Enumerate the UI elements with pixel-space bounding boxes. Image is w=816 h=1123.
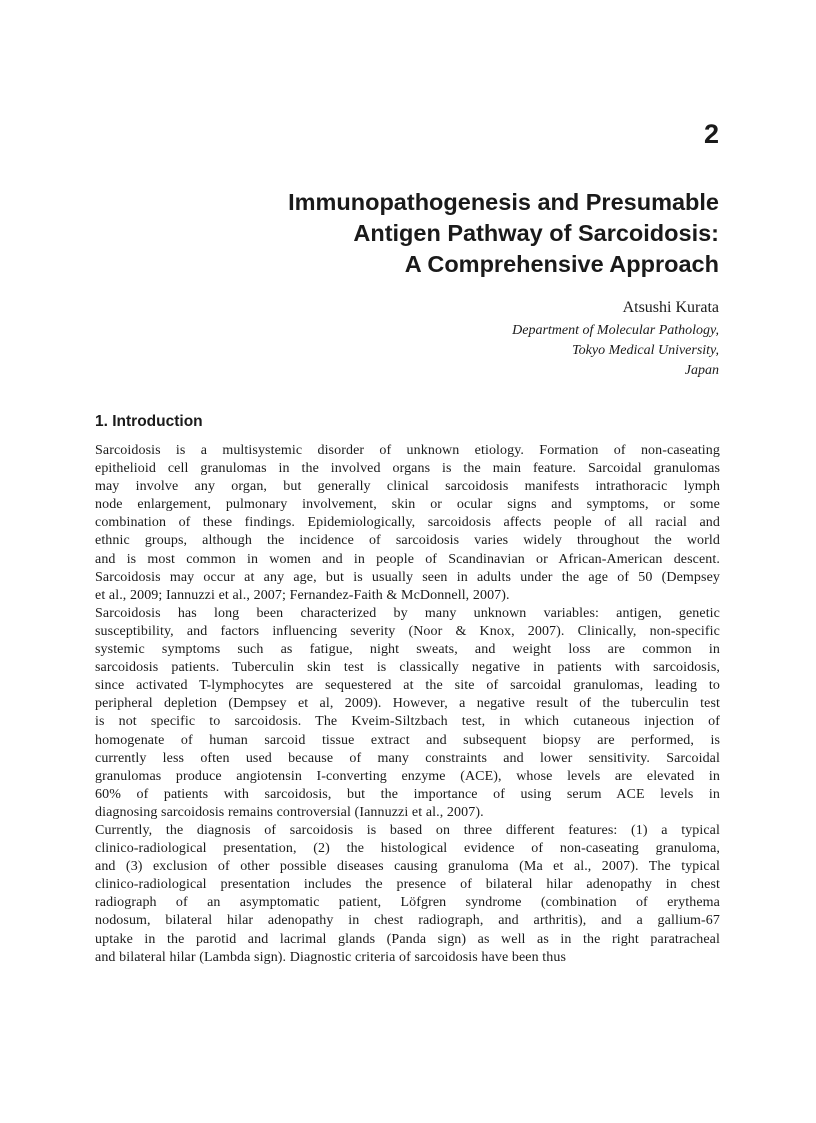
paragraph-line: radiograph of an asymptomatic patient, Löfgren syndrome (combination of erythema bbox=[95, 895, 720, 911]
paragraph-line: since activated T-lymphocytes are sequestered at the site of sarcoidal granulomas, leading to bbox=[95, 678, 720, 694]
body-text bbox=[95, 442, 720, 967]
paragraph-line: Currently, the diagnosis of sarcoidosis is based on three different features: (1) a typical bbox=[95, 822, 720, 838]
paragraph-line: systemic symptoms such as fatigue, night sweats, and weight loss are common in bbox=[95, 642, 720, 658]
paragraph-line: clinico-radiological presentation, (2) the histological evidence of non-caseating granuloma, bbox=[95, 841, 720, 857]
paragraph bbox=[95, 442, 720, 605]
affiliation-line: Department of Molecular Pathology, bbox=[512, 323, 719, 338]
chapter-title-line: Immunopathogenesis and Presumable bbox=[288, 189, 719, 215]
author-name: Atsushi Kurata bbox=[622, 299, 719, 316]
paragraph-line: and (3) exclusion of other possible diseases causing granuloma (Ma et al., 2007). The typical bbox=[95, 859, 720, 875]
paragraph-line: susceptibility, and factors influencing severity (Noor & Knox, 2007). Clinically, non-specific bbox=[95, 623, 720, 639]
chapter-title bbox=[159, 187, 719, 280]
chapter-number: 2 bbox=[703, 119, 719, 149]
paragraph-line: and is most common in women and in people of Scandinavian or African-American descent. bbox=[95, 551, 720, 567]
paragraph-line: is not specific to sarcoidosis. The Kveim-Siltzbach test, in which cutaneous injection of bbox=[95, 714, 720, 730]
paragraph-line: combination of these findings. Epidemiologically, sarcoidosis affects people of all racial and bbox=[95, 515, 720, 531]
paragraph-line: uptake in the parotid and lacrimal glands (Panda sign) as well as in the right paratracheal bbox=[95, 931, 720, 947]
paragraph-line: diagnosing sarcoidosis remains controversial (Iannuzzi et al., 2007). bbox=[95, 804, 484, 820]
affiliation-line: Tokyo Medical University, bbox=[572, 343, 719, 358]
paragraph-line: et al., 2009; Iannuzzi et al., 2007; Fernandez-Faith & McDonnell, 2007). bbox=[95, 587, 510, 603]
paragraph-line: currently less often used because of many constraints and lower sensitivity. Sarcoidal bbox=[95, 750, 720, 766]
paragraph-line: granulomas produce angiotensin I-converting enzyme (ACE), whose levels are elevated in bbox=[95, 768, 720, 784]
paragraph-line: ethnic groups, although the incidence of sarcoidosis varies widely throughout the world bbox=[95, 533, 720, 549]
paragraph-line: homogenate of human sarcoid tissue extract and subsequent biopsy are performed, is bbox=[95, 732, 720, 748]
paragraph-line: Sarcoidosis may occur at any age, but is usually seen in adults under the age of 50 (Dempsey bbox=[95, 569, 720, 585]
affiliation-line: Japan bbox=[684, 363, 719, 378]
chapter-title-line: A Comprehensive Approach bbox=[404, 251, 719, 277]
paragraph-line: Sarcoidosis has long been characterized by many unknown variables: antigen, genetic bbox=[95, 605, 720, 621]
paragraph-line: epithelioid cell granulomas in the involved organs is the main feature. Sarcoidal granulomas bbox=[95, 461, 720, 477]
paragraph bbox=[95, 822, 720, 967]
paragraph-line: 60% of patients with sarcoidosis, but the importance of using serum ACE levels in bbox=[95, 786, 720, 802]
paragraph-line: Sarcoidosis is a multisystemic disorder of unknown etiology. Formation of non-caseating bbox=[95, 443, 720, 458]
paragraph-line: may involve any organ, but generally clinical sarcoidosis manifests intrathoracic lymph bbox=[95, 479, 720, 495]
chapter-title-line: Antigen Pathway of Sarcoidosis: bbox=[353, 220, 719, 246]
paragraph-line: and bilateral hilar (Lambda sign). Diagnostic criteria of sarcoidosis have been thus bbox=[95, 949, 567, 965]
paragraph-line: nodosum, bilateral hilar adenopathy in chest radiograph, and arthritis), and a gallium-67 bbox=[95, 913, 720, 929]
paragraph-line: sarcoidosis patients. Tuberculin skin test is classically negative in patients with sarcoidosis, bbox=[95, 660, 720, 676]
paragraph-line: clinico-radiological presentation includes the presence of bilateral hilar adenopathy in chest bbox=[95, 877, 720, 893]
paragraph-line: peripheral depletion (Dempsey et al, 2009). However, a negative result of the tuberculin test bbox=[95, 696, 720, 712]
paragraph bbox=[95, 605, 720, 822]
paragraph-line: node enlargement, pulmonary involvement, skin or ocular signs and symptoms, or some bbox=[95, 497, 720, 513]
section-heading: 1. Introduction bbox=[95, 413, 203, 430]
author-block bbox=[319, 297, 719, 381]
